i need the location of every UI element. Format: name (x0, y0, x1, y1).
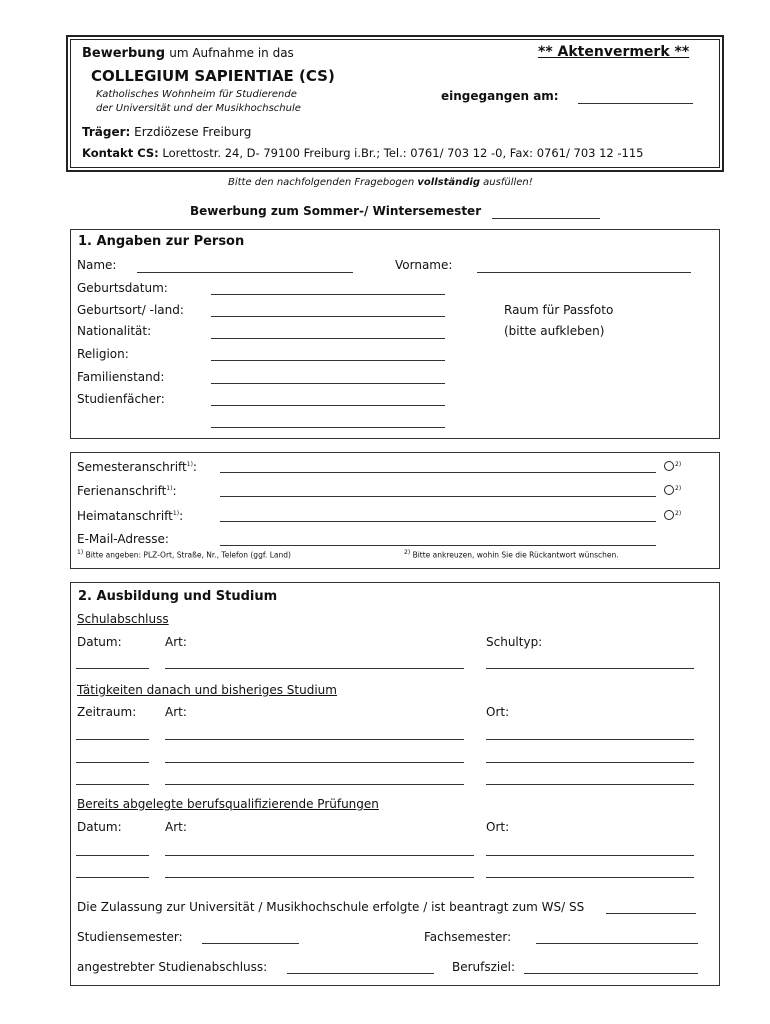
zeitraum-field-1[interactable] (76, 739, 149, 740)
radio-note-2: 2) (675, 485, 682, 492)
header-bewerbung: Bewerbung um Aufnahme in das (82, 46, 294, 61)
vorname-label: Vorname: (395, 258, 453, 272)
geburtsdatum-field[interactable] (211, 294, 445, 295)
eingegangen-field[interactable] (578, 103, 693, 104)
studiensemester-field[interactable] (202, 943, 299, 944)
zeitraum-field-2[interactable] (76, 762, 149, 763)
berufsziel-field[interactable] (524, 973, 698, 974)
schul-art-label: Art: (165, 635, 187, 649)
pruef-ort-field-2[interactable] (486, 877, 694, 878)
header-desc-2: der Universität und der Musikhochschule (96, 103, 301, 114)
fachsemester-label: Fachsemester: (424, 930, 512, 944)
pruef-art-field-1[interactable] (165, 855, 474, 856)
zeitraum-label: Zeitraum: (77, 705, 137, 719)
header-kontakt: Kontakt CS: Lorettostr. 24, D- 79100 Freiburg i.Br.; Tel.: 0761/ 703 12 -0, Fax: 0761/ 703 12 -115 (82, 146, 644, 160)
header-desc-1: Katholisches Wohnheim für Studierende (96, 89, 297, 100)
eingegangen-label: eingegangen am: (441, 89, 559, 103)
header-traeger: Träger: Erzdiözese Freiburg (82, 125, 252, 139)
zulassung-field[interactable] (606, 913, 696, 914)
semesteranschrift-label: Semesteranschrift$^{1)}$: (77, 460, 197, 474)
radio-note-1: 2) (675, 461, 682, 468)
name-label: Name: (77, 258, 117, 272)
berufsziel-label: Berufsziel: (452, 960, 516, 974)
studienfaecher-field-1[interactable] (211, 405, 445, 406)
taet-ort-field-3[interactable] (486, 784, 694, 785)
religion-label: Religion: (77, 347, 129, 361)
studiensemester-label: Studiensemester: (77, 930, 183, 944)
religion-field[interactable] (211, 360, 445, 361)
section2-title: 2. Ausbildung und Studium (78, 589, 278, 604)
schultyp-label: Schultyp: (486, 635, 543, 649)
schul-art-field[interactable] (165, 668, 464, 669)
radio-note-3: 2) (675, 510, 682, 517)
pruefungen-heading: Bereits abgelegte berufsqualifizierende Prüfungen (77, 797, 379, 811)
studienfaecher-label: Studienfächer: (77, 392, 165, 406)
pruef-art-field-2[interactable] (165, 877, 474, 878)
header-title: COLLEGIUM SAPIENTIAE (CS) (91, 67, 335, 85)
schulabschluss-heading: Schulabschluss (77, 612, 169, 626)
studienabschluss-field[interactable] (287, 973, 434, 974)
taet-ort-field-2[interactable] (486, 762, 694, 763)
taet-art-label: Art: (165, 705, 187, 719)
ferienanschrift-field[interactable] (220, 496, 656, 497)
fachsemester-field[interactable] (536, 943, 698, 944)
passfoto-label-2: (bitte aufkleben) (504, 324, 605, 338)
taet-ort-field-1[interactable] (486, 739, 694, 740)
pruef-art-label: Art: (165, 820, 187, 834)
heimatanschrift-label: Heimatanschrift$^{1)}$: (77, 509, 184, 523)
vorname-field[interactable] (477, 272, 691, 273)
semesteranschrift-radio[interactable] (664, 461, 674, 471)
zulassung-label: Die Zulassung zur Universität / Musikhochschule erfolgte / ist beantragt zum WS/ SS (77, 900, 585, 914)
ferienanschrift-label: Ferienanschrift$^{1)}$: (77, 484, 177, 498)
geburtsort-label: Geburtsort/ -land: (77, 303, 184, 317)
taetigkeiten-heading: Tätigkeiten danach und bisheriges Studium (77, 683, 337, 697)
heimatanschrift-radio[interactable] (664, 510, 674, 520)
name-field[interactable] (137, 272, 353, 273)
ferienanschrift-radio[interactable] (664, 485, 674, 495)
semesteranschrift-field[interactable] (220, 472, 656, 473)
pruef-ort-label: Ort: (486, 820, 510, 834)
pruef-ort-field-1[interactable] (486, 855, 694, 856)
section1-title: 1. Angaben zur Person (78, 234, 245, 249)
footnote-1: $^{1)}$ Bitte angeben: PLZ-Ort, Straße, Nr., Telefon (ggf. Land) (77, 549, 291, 560)
heimatanschrift-field[interactable] (220, 521, 656, 522)
aktenvermerk: ** Aktenvermerk ** (538, 44, 690, 60)
schul-datum-label: Datum: (77, 635, 122, 649)
studienabschluss-label: angestrebter Studienabschluss: (77, 960, 268, 974)
schultyp-field[interactable] (486, 668, 694, 669)
nationalitaet-label: Nationalität: (77, 324, 152, 338)
pruef-datum-field-1[interactable] (76, 855, 149, 856)
familienstand-label: Familienstand: (77, 370, 165, 384)
taet-art-field-2[interactable] (165, 762, 464, 763)
taet-ort-label: Ort: (486, 705, 510, 719)
taet-art-field-1[interactable] (165, 739, 464, 740)
geburtsort-field[interactable] (211, 316, 445, 317)
taet-art-field-3[interactable] (165, 784, 464, 785)
semester-field[interactable] (492, 218, 600, 219)
pruef-datum-field-2[interactable] (76, 877, 149, 878)
familienstand-field[interactable] (211, 383, 445, 384)
nationalitaet-field[interactable] (211, 338, 445, 339)
zeitraum-field-3[interactable] (76, 784, 149, 785)
passfoto-label-1: Raum für Passfoto (504, 303, 614, 317)
email-field[interactable] (220, 545, 656, 546)
semester-heading: Bewerbung zum Sommer-/ Wintersemester (190, 204, 482, 218)
email-label: E-Mail-Adresse: (77, 532, 169, 546)
pruef-datum-label: Datum: (77, 820, 122, 834)
studienfaecher-field-2[interactable] (211, 427, 445, 428)
geburtsdatum-label: Geburtsdatum: (77, 281, 168, 295)
schul-datum-field[interactable] (76, 668, 149, 669)
footnote-2: $^{2)}$ Bitte ankreuzen, wohin Sie die Rückantwort wünschen. (404, 549, 619, 560)
instruction: Bitte den nachfolgenden Fragebogen vollständig ausfüllen! (228, 177, 533, 188)
